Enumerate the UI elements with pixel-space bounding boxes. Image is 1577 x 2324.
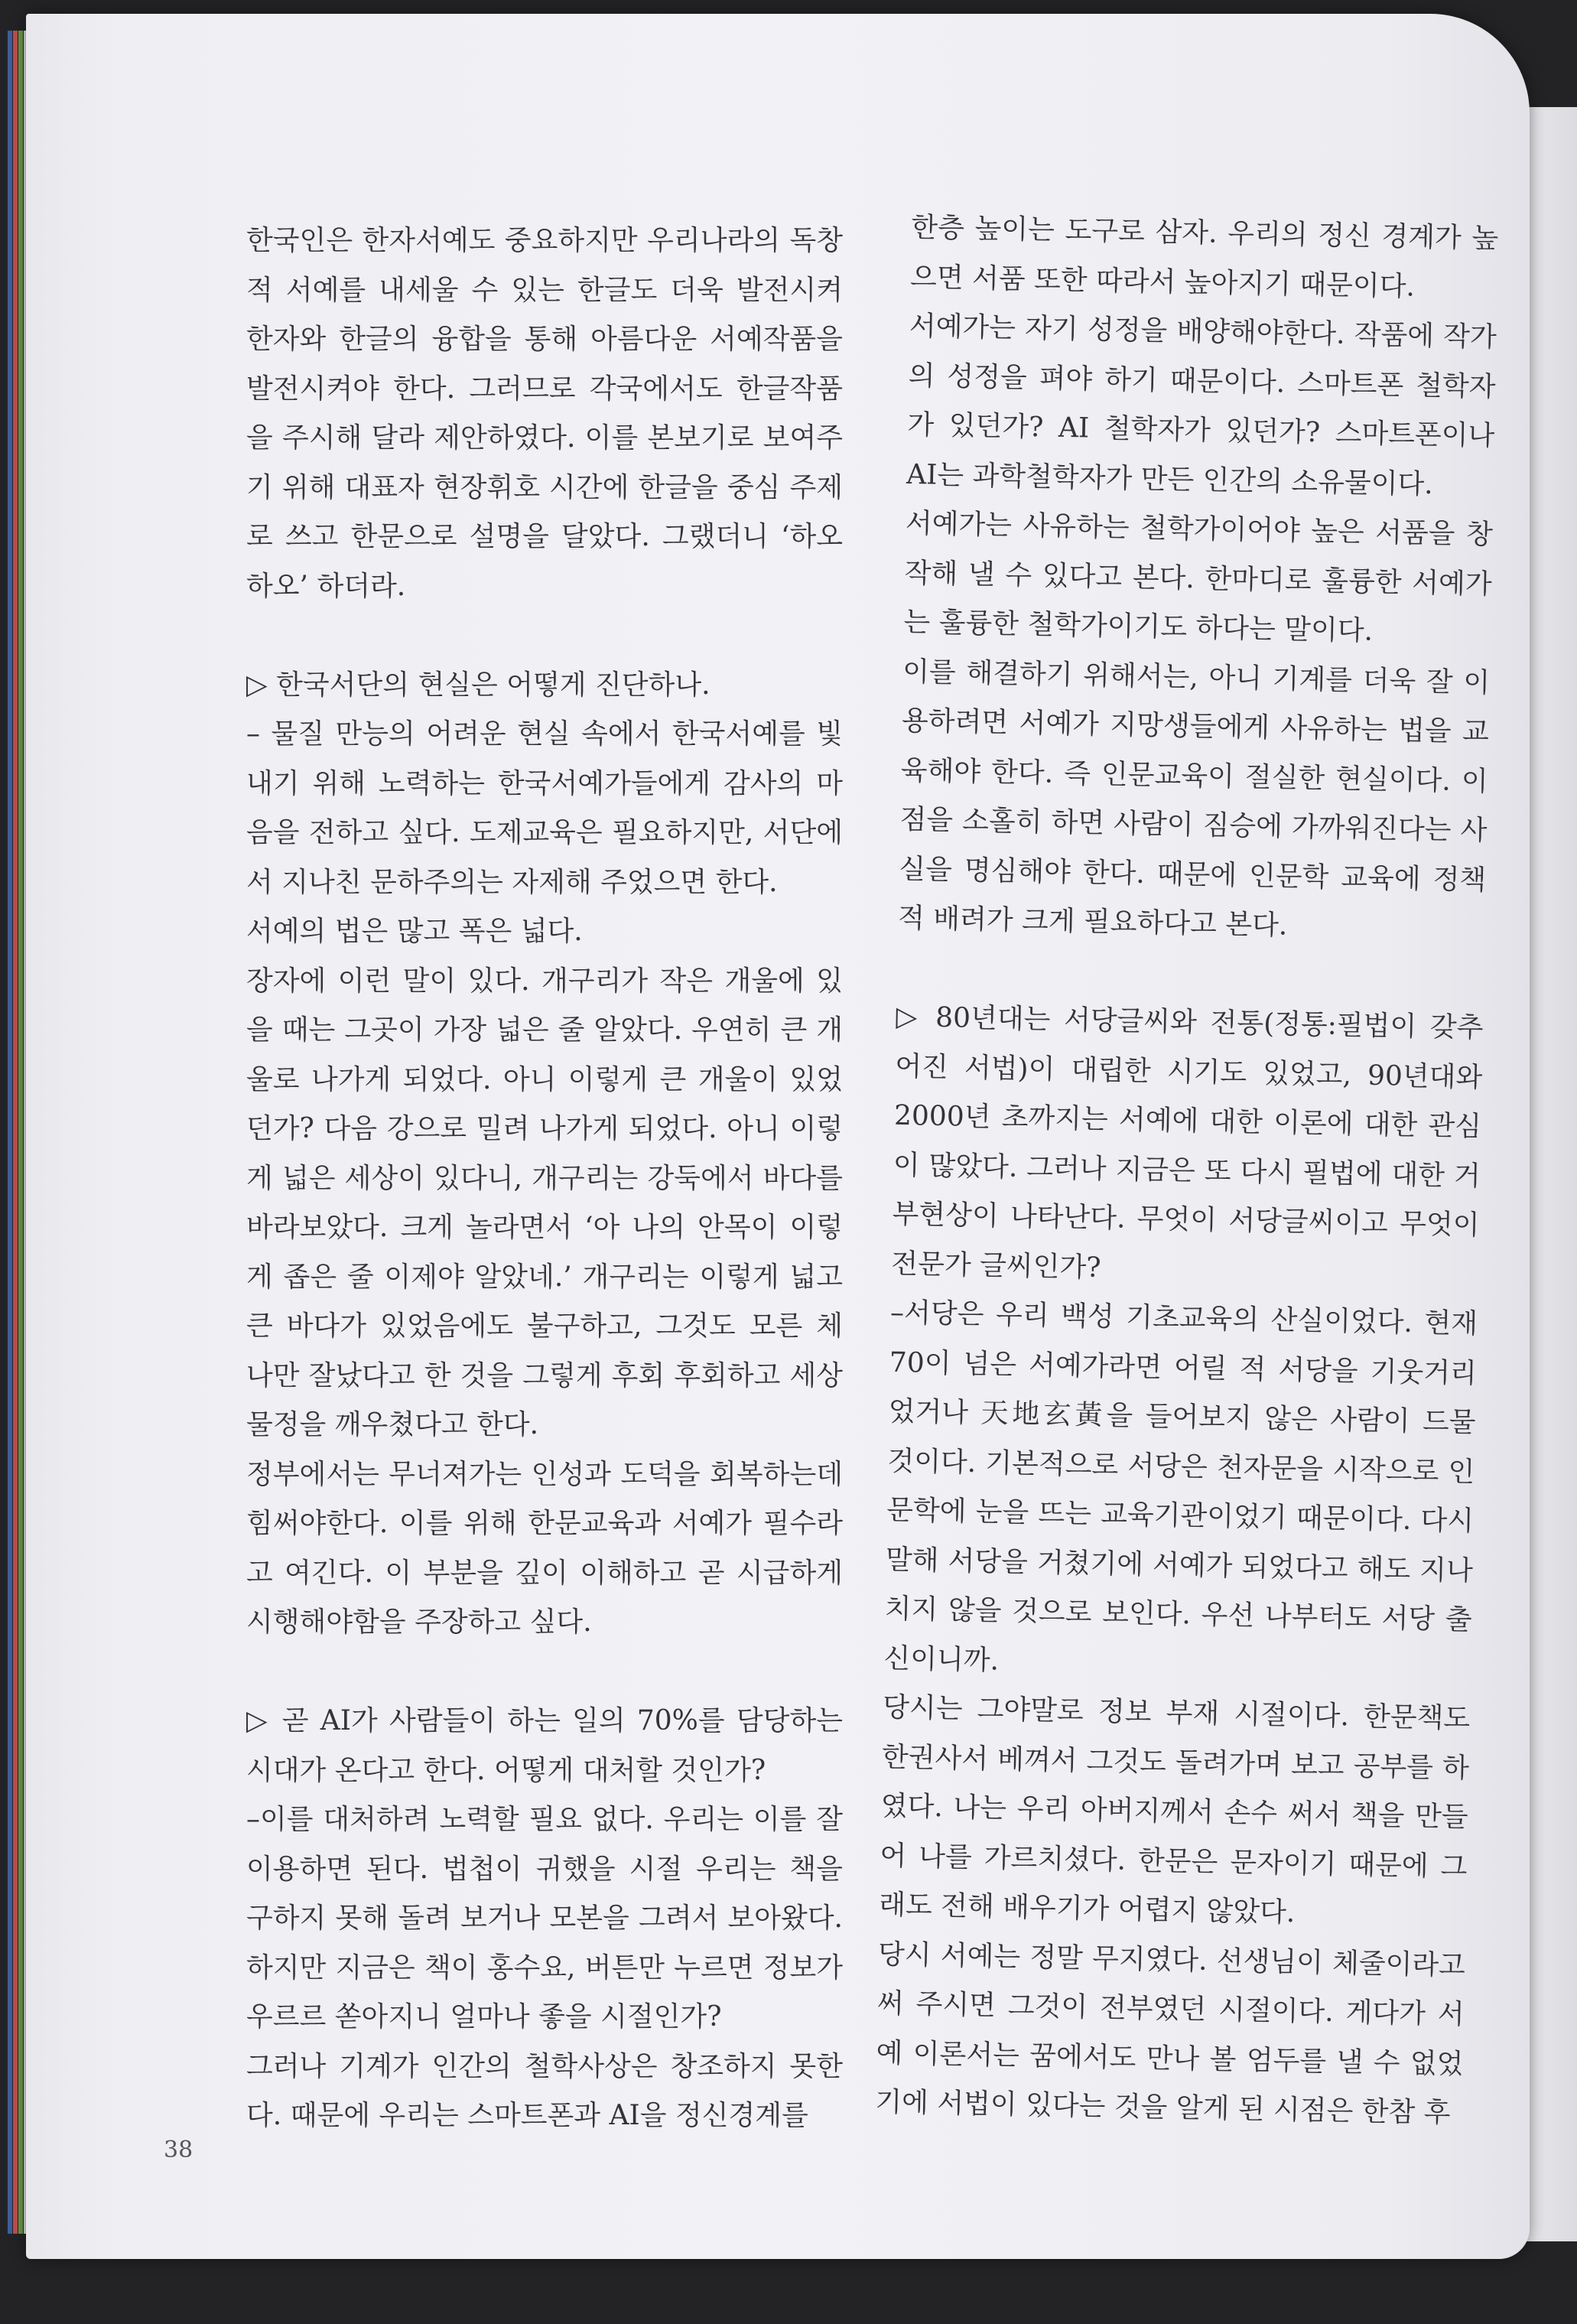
paragraph: ▷ 한국서단의 현실은 어떻게 진단하나.: [246, 669, 710, 701]
paragraph: –서당은 우리 백성 기초교육의 산실이었다. 현재 70이 넘은 서예가라면 어릴 적 서당을 기웃거리었거나 天地玄黃을 들어보지 않은 사람이 드물 것이다. 기본적으로 서당은 천자문을 시작으로 인문학에 눈을 뜨는 교육기관이었기 때문이다. 다시 말해 서당을 거쳤기에 서예가 되었다고 해도 지나치지 않을 것으로 보인다. 우선 나부터도 서당 출신이니까.: [883, 1297, 1478, 1677]
paragraph: 서예가는 자기 성정을 배양해야한다. 작품에 작가의 성정을 펴야 하기 때문이다. 스마트폰 철학자가 있던가? AI 철학자가 있던가? 스마트폰이나 AI는 과학철학자가 만든 인간의 소유물이다.: [906, 310, 1497, 500]
paragraph: – 물질 만능의 어려운 현실 속에서 한국서예를 빛내기 위해 노력하는 한국서예가들에게 감사의 마음을 전하고 싶다. 도제교육은 필요하지만, 서단에서 지나친 문하주의는 자제해 주었으면 한다.: [246, 718, 843, 898]
paragraph: 장자에 이런 말이 있다. 개구리가 작은 개울에 있을 때는 그곳이 가장 넓은 줄 알았다. 우연히 큰 개울로 나가게 되었다. 아니 이렇게 큰 개울이 있었던가? 다음 강으로 밀려 나가게 되었다. 아니 이렇게 넓은 세상이 있다니, 개구리는 강둑에서 바다를 바라보았다. 크게 놀라면서 ‘아 나의 안목이 이렇게 좁은 줄 이제야 알았네.’ 개구리는 이렇게 넓고 큰 바다가 있었음에도 불구하고, 그것도 모른 체 나만 잘났다고 한 것을 그렇게 후회 후회하고 세상 물정을 깨우쳤다고 한다.: [246, 965, 843, 1440]
paragraph: 한층 높이는 도구로 삼자. 우리의 정신 경계가 높으면 서품 또한 따라서 높아지기 때문이다.: [909, 211, 1499, 303]
left-text-column: [246, 216, 843, 2141]
paragraph: 서예의 법은 많고 폭은 넓다.: [246, 916, 583, 947]
paragraph: 당시는 그야말로 정보 부재 시절이다. 한문책도 한권사서 베껴서 그것도 돌려가며 보고 공부를 하였다. 나는 우리 아버지께서 손수 써서 책을 만들어 나를 가르치셨다. 한문은 문자이기 때문에 그래도 전해 배우기가 어렵지 않았다.: [878, 1691, 1471, 1929]
paragraph: 당시 서예는 정말 무지였다. 선생님이 체줄이라고 써 주시면 그것이 전부였던 시절이다. 게다가 서예 이론서는 꿈에서도 만나 볼 엄두를 낼 수 없었기에 서법이 있다는 것을 알게 된 시점은 한참 후: [874, 1938, 1466, 2129]
paragraph: ▷ 80년대는 서당글씨와 전통(정통:필법이 갖추어진 서법)이 대립한 시기도 있었고, 90년대와 2000년 초까지는 서예에 대한 이론에 대한 관심이 많았다. 그러나 지금은 또 다시 필법에 대한 거부현상이 나타난다. 무엇이 서당글씨이고 무엇이 전문가 글씨인가?: [890, 1001, 1484, 1284]
paragraph-spacer: [246, 1648, 843, 1697]
page-number: 38: [164, 2137, 193, 2163]
paragraph-spacer: [246, 611, 843, 661]
paragraph: –이를 대처하려 노력할 필요 없다. 우리는 이를 잘 이용하면 된다. 법첩이 귀했을 시절 우리는 책을 구하지 못해 돌려 보거나 모본을 그려서 보아왔다. 하지만 지금은 책이 홍수요, 버튼만 누르면 정보가 우르르 쏟아지니 얼마나 좋을 시절인가?: [246, 1804, 843, 2033]
book-page: [26, 14, 1530, 2259]
paragraph: 서예가는 사유하는 철학가이어야 높은 서품을 창작해 낼 수 있다고 본다. 한마디로 훌륭한 서예가는 훌륭한 철학가이기도 하다는 말이다.: [903, 507, 1494, 647]
right-text-column: [875, 203, 1499, 2139]
paragraph: ▷ 곧 AI가 사람들이 하는 일의 70%를 담당하는 시대가 온다고 한다. 어떻게 대처할 것인가?: [246, 1705, 843, 1786]
paragraph: 그러나 기계가 인간의 철학사상은 창조하지 못한다. 때문에 우리는 스마트폰과 AI을 정신경계를: [246, 2050, 843, 2131]
paragraph: 이를 해결하기 위해서는, 아니 기계를 더욱 잘 이용하려면 서예가 지망생들에게 사유하는 법을 교육해야 한다. 즉 인문교육이 절실한 현실이다. 이 점을 소홀히 하면 사람이 짐승에 가까워진다는 사실을 명심해야 한다. 때문에 인문학 교육에 정책적 배려가 크게 필요하다고 본다.: [897, 656, 1491, 942]
paragraph: 한국인은 한자서예도 중요하지만 우리나라의 독창적 서예를 내세울 수 있는 한글도 더욱 발전시켜 한자와 한글의 융합을 통해 아름다운 서예작품을 발전시켜야 한다. 그러므로 각국에서도 한글작품을 주시해 달라 제안하였다. 이를 본보기로 보여주기 위해 대표자 현장휘호 시간에 한글을 중심 주제로 쓰고 한문으로 설명을 달았다. 그랬더니 ‘하오 하오’ 하더라.: [246, 225, 843, 602]
paragraph: 정부에서는 무너져가는 인성과 도덕을 회복하는데 힘써야한다. 이를 위해 한문교육과 서예가 필수라고 여긴다. 이 부분을 깊이 이해하고 곧 시급하게 시행해야함을 주장하고 싶다.: [246, 1458, 843, 1638]
